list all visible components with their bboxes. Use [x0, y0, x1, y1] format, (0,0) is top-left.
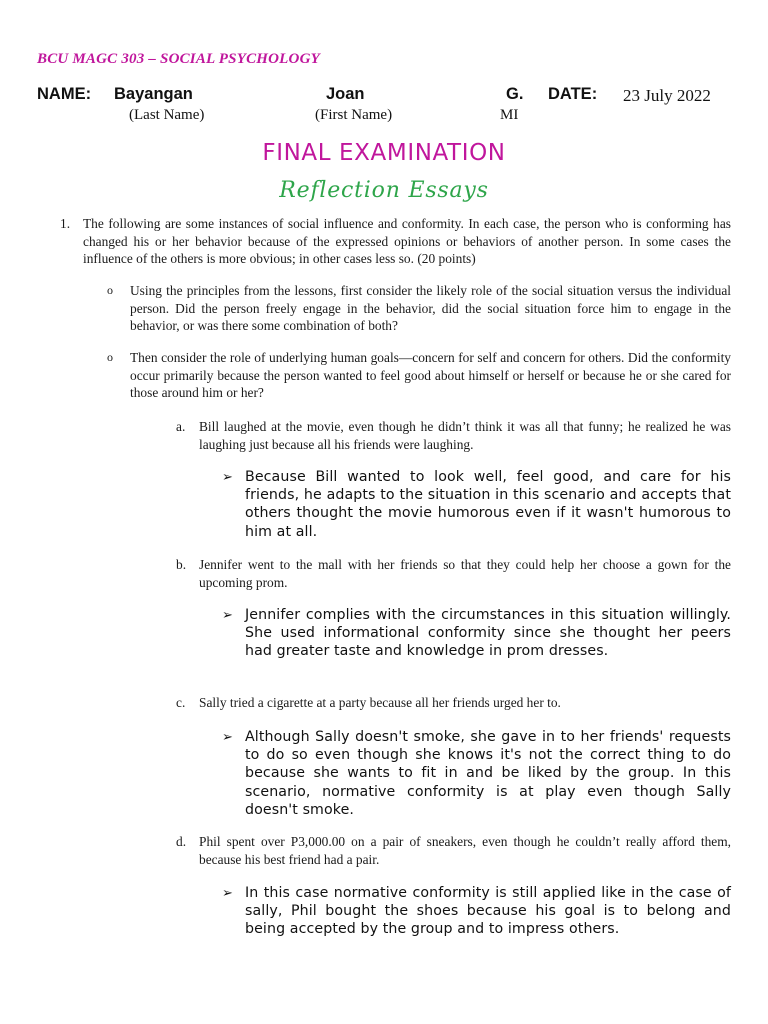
- answer-text: Because Bill wanted to look well, feel good, and care for his friends, he adapts to the situation in this scenario and accepts that others thought the movie humorous even if it wasn't humorous to him at all.: [245, 469, 731, 540]
- arrow-bullet-icon: ➢: [222, 470, 233, 485]
- exam-title: FINAL EXAMINATION: [262, 140, 506, 166]
- item-text: Phil spent over P3,000.00 on a pair of sneakers, even though he couldn’t really afford them, because his best friend had a pair.: [199, 834, 731, 867]
- arrow-bullet-icon: ➢: [222, 886, 233, 901]
- middle-initial-value: G.: [506, 85, 524, 103]
- mi-caption: MI: [500, 107, 519, 123]
- question-text: The following are some instances of social influence and conformity. In each case, the person who is conforming has changed his or her behavior because of the expressed opinions or behaviors of another person. In some cases the influence of the others is more obvious; in other cases less so. (20 points): [83, 216, 731, 267]
- question-number: 1.: [60, 216, 71, 231]
- date-label: DATE:: [548, 85, 598, 103]
- last-name-value: Bayangan: [114, 85, 193, 103]
- answer-text: Jennifer complies with the circumstances in this situation willingly. She used informational conformity since she thought her peers had greater taste and knowledge in prom dresses.: [245, 607, 731, 660]
- bullet-text: Then consider the role of underlying human goals—concern for self and concern for others. Did the conformity occur primarily because the person wanted to feel good about himself or herself or because he or she cared for those around him or her?: [130, 350, 731, 401]
- item-letter: c.: [176, 695, 186, 710]
- course-title: BCU MAGC 303 – SOCIAL PSYCHOLOGY: [37, 51, 320, 67]
- answer-text: Although Sally doesn't smoke, she gave in to her friends' requests to do so even though she knows it's not the correct thing to do because she wants to fit in and be liked by the group. In this scenario, normative conformity is at play even though Sally doesn't smoke.: [245, 729, 731, 818]
- bullet-text: Using the principles from the lessons, first consider the likely role of the social situation versus the individual person. Did the person freely engage in the behavior, did the social situation force him to engage in the behavior, or was there some combination of both?: [130, 283, 731, 334]
- date-value: 23 July 2022: [623, 86, 711, 105]
- exam-subtitle: Reflection Essays: [279, 178, 489, 203]
- item-text: Sally tried a cigarette at a party because all her friends urged her to.: [199, 695, 561, 710]
- item-text: Bill laughed at the movie, even though he didn’t think it was all that funny; he realized he was laughing just because all his friends were laughing.: [199, 419, 731, 452]
- name-label: NAME:: [37, 85, 92, 103]
- item-text: Jennifer went to the mall with her friends so that they could help her choose a gown for the upcoming prom.: [199, 557, 731, 590]
- arrow-bullet-icon: ➢: [222, 608, 233, 623]
- bullet-marker: o: [107, 283, 113, 297]
- last-name-caption: (Last Name): [129, 107, 205, 123]
- answer-text: In this case normative conformity is still applied like in the case of sally, Phil bought the shoes because his goal is to belong and being accepted by the group and to impress others.: [245, 885, 731, 938]
- bullet-marker: o: [107, 350, 113, 364]
- first-name-value: Joan: [326, 85, 365, 103]
- item-letter: b.: [176, 557, 187, 572]
- arrow-bullet-icon: ➢: [222, 730, 233, 745]
- item-letter: a.: [176, 419, 186, 434]
- first-name-caption: (First Name): [315, 107, 393, 123]
- item-letter: d.: [176, 834, 187, 849]
